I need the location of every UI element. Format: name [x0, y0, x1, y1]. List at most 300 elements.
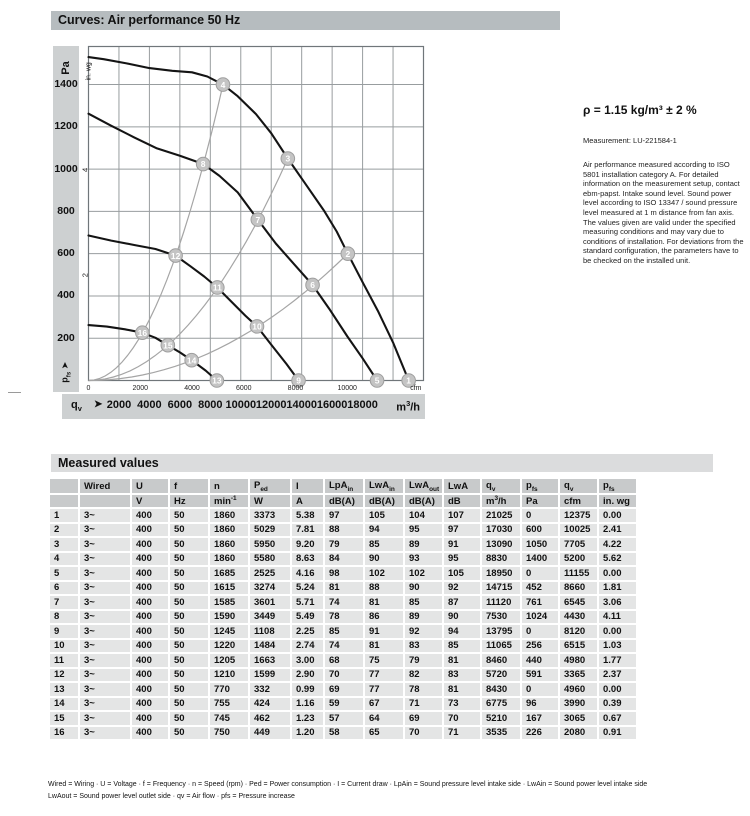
table-cell: 0 [522, 509, 558, 522]
table-cell: 85 [325, 625, 363, 638]
table-cell: 1860 [210, 538, 248, 551]
table-cell: 94 [444, 625, 480, 638]
m3h-tick-18000: 18000 [347, 399, 378, 411]
table-cell: 95 [405, 524, 442, 537]
table-cell: 3~ [80, 509, 130, 522]
table-cell: 0.99 [292, 683, 323, 696]
table-row [50, 582, 636, 595]
table-cell: 50 [170, 596, 208, 609]
table-cell: 167 [522, 712, 558, 725]
table-cell: 400 [132, 567, 168, 580]
column-unit: V [132, 495, 168, 507]
m3h-tick-10000: 10000 [225, 399, 257, 411]
column-header: f [170, 479, 208, 493]
table-cell: 400 [132, 698, 168, 711]
table-cell: 79 [325, 538, 363, 551]
table-cell: 6545 [560, 596, 597, 609]
axis-arrow-right-icon: ➤ [94, 399, 103, 410]
table-cell: 90 [365, 553, 403, 566]
table-cell: 0.00 [599, 683, 636, 696]
table-cell: 3~ [80, 669, 130, 682]
column-unit: $m^3/h$ [482, 495, 520, 507]
table-cell: 58 [325, 727, 363, 740]
table-cell: 3~ [80, 567, 130, 580]
table-cell: 70 [444, 712, 480, 725]
svg-text:9: 9 [296, 375, 301, 386]
table-cell: 755 [210, 698, 248, 711]
table-cell: 3 [50, 538, 78, 551]
table-cell: 3.00 [292, 654, 323, 667]
table-header-row [50, 479, 636, 493]
table-cell: 4 [50, 553, 78, 566]
table-cell: 88 [325, 524, 363, 537]
table-cell: 400 [132, 611, 168, 624]
column-header [50, 479, 78, 493]
table-cell: 59 [325, 698, 363, 711]
table-cell: 0.00 [599, 509, 636, 522]
table-cell: 0 [522, 683, 558, 696]
pa-tick-800: 800 [57, 204, 75, 217]
table-cell: 3990 [560, 698, 597, 711]
table-cell: 18950 [482, 567, 520, 580]
column-unit [50, 495, 78, 507]
table-cell: 8430 [482, 683, 520, 696]
table-cell: 11 [50, 654, 78, 667]
table-cell: 70 [405, 727, 442, 740]
table-cell: 1.81 [599, 582, 636, 595]
table-cell: 69 [325, 683, 363, 696]
table-cell: 1860 [210, 553, 248, 566]
table-cell: 3601 [250, 596, 290, 609]
table-cell: 5580 [250, 553, 290, 566]
svg-text:1: 1 [406, 375, 412, 386]
table-cell: 400 [132, 524, 168, 537]
air-performance-chart [79, 40, 451, 396]
table-cell: 770 [210, 683, 248, 696]
table-cell: 50 [170, 538, 208, 551]
table-cell: 7 [50, 596, 78, 609]
table-cell: 3~ [80, 683, 130, 696]
table-cell: 750 [210, 727, 248, 740]
table-cell: 2.41 [599, 524, 636, 537]
table-cell: 50 [170, 669, 208, 682]
table-cell: 1210 [210, 669, 248, 682]
table-cell: 10 [50, 640, 78, 653]
column-header: $p_{fs}$ [522, 479, 558, 493]
table-cell: 1 [50, 509, 78, 522]
table-row [50, 712, 636, 725]
table-cell: 1860 [210, 524, 248, 537]
column-header: Wired [80, 479, 130, 493]
table-cell: 6775 [482, 698, 520, 711]
table-cell: 91 [444, 538, 480, 551]
table-row [50, 669, 636, 682]
table-cell: 332 [250, 683, 290, 696]
table-cell: 3~ [80, 553, 130, 566]
table-cell: 0.67 [599, 712, 636, 725]
table-cell: 89 [405, 538, 442, 551]
column-unit: W [250, 495, 290, 507]
table-cell: 1024 [522, 611, 558, 624]
table-cell: 400 [132, 582, 168, 595]
table-cell: 761 [522, 596, 558, 609]
table-cell: 74 [325, 640, 363, 653]
svg-text:4: 4 [220, 79, 226, 90]
table-cell: 1.16 [292, 698, 323, 711]
table-cell: 5.24 [292, 582, 323, 595]
table-cell: 3~ [80, 698, 130, 711]
load-line-through-2-6-10-14 [89, 254, 348, 381]
table-cell: 1108 [250, 625, 290, 638]
table-cell: 82 [405, 669, 442, 682]
table-cell: 5.71 [292, 596, 323, 609]
table-cell: 79 [405, 654, 442, 667]
table-cell: 4.11 [599, 611, 636, 624]
air-density-value: ρ = 1.15 kg/m³ ± 2 % [583, 103, 697, 117]
table-cell: 50 [170, 640, 208, 653]
table-cell: 57 [325, 712, 363, 725]
x-axis-symbol-qv: $q_v$ [71, 399, 82, 414]
table-cell: 68 [325, 654, 363, 667]
table-cell: 9.20 [292, 538, 323, 551]
table-cell: 74 [325, 596, 363, 609]
measurement-note: Air performance measured according to ISO 5801 installation category A. For detailed information on the measurement setup, contact ebm-papst. Intake sound level. Sound power level according to ISO 13347 / sound pressure level measured at 1 m distance from fan axis. The values given are valid under the specified measuring conditions and may vary due to conditions of installation. For deviations from the standard configuration, the parameters have to be checked on the installed unit. [583, 160, 744, 265]
table-row [50, 553, 636, 566]
table-cell: 10025 [560, 524, 597, 537]
table-cell: 4960 [560, 683, 597, 696]
pa-tick-200: 200 [57, 331, 75, 344]
column-header: LwA [444, 479, 480, 493]
table-cell: 50 [170, 727, 208, 740]
cfm-tick-4000: 4000 [184, 385, 200, 392]
table-cell: 97 [325, 509, 363, 522]
table-cell: 81 [444, 683, 480, 696]
table-cell: 84 [325, 553, 363, 566]
m3h-tick-2000: 2000 [106, 399, 132, 411]
column-header: $q_v$ [560, 479, 597, 493]
table-cell: 87 [444, 596, 480, 609]
margin-mark [8, 392, 21, 393]
table-cell: 64 [365, 712, 403, 725]
table-cell: 102 [405, 567, 442, 580]
table-cell: 1245 [210, 625, 248, 638]
column-unit: Hz [170, 495, 208, 507]
table-cell: 5.38 [292, 509, 323, 522]
table-cell: 7705 [560, 538, 597, 551]
table-cell: 2.74 [292, 640, 323, 653]
table-cell: 50 [170, 625, 208, 638]
svg-text:15: 15 [163, 340, 173, 351]
table-cell: 8.63 [292, 553, 323, 566]
table-cell: 1599 [250, 669, 290, 682]
x-axis-bar [62, 394, 425, 419]
table-cell: 3449 [250, 611, 290, 624]
table-cell: 0.91 [599, 727, 636, 740]
table-cell: 1.23 [292, 712, 323, 725]
table-cell: 1590 [210, 611, 248, 624]
table-cell: 50 [170, 611, 208, 624]
table-cell: 400 [132, 509, 168, 522]
table-cell: 94 [365, 524, 403, 537]
table-cell: 50 [170, 524, 208, 537]
table-cell: 92 [444, 582, 480, 595]
table-cell: 81 [325, 582, 363, 595]
table-cell: 256 [522, 640, 558, 653]
table-cell: 424 [250, 698, 290, 711]
column-unit: in. wg [599, 495, 636, 507]
table-cell: 90 [444, 611, 480, 624]
section-title-measured-values: Measured values [51, 454, 713, 472]
column-unit: Pa [522, 495, 558, 507]
table-cell: 12375 [560, 509, 597, 522]
table-cell: 1.77 [599, 654, 636, 667]
svg-text:3: 3 [285, 153, 291, 164]
table-cell: 81 [365, 640, 403, 653]
table-cell: 400 [132, 625, 168, 638]
table-cell: 0 [522, 625, 558, 638]
table-cell: 96 [522, 698, 558, 711]
table-cell: 400 [132, 553, 168, 566]
table-cell: 3365 [560, 669, 597, 682]
table-cell: 452 [522, 582, 558, 595]
cfm-axis-label: cfm [410, 385, 422, 392]
m3h-tick-4000: 4000 [137, 399, 162, 411]
table-cell: 105 [365, 509, 403, 522]
table-cell: 50 [170, 553, 208, 566]
table-cell: 3~ [80, 582, 130, 595]
m3h-tick-12000: 12000 [255, 399, 287, 411]
column-unit: dB [444, 495, 480, 507]
table-row [50, 611, 636, 624]
inwg-tick-2: 2 [80, 273, 90, 278]
table-cell: 3~ [80, 712, 130, 725]
table-cell: 13090 [482, 538, 520, 551]
table-cell: 83 [405, 640, 442, 653]
table-cell: 5720 [482, 669, 520, 682]
table-cell: 1484 [250, 640, 290, 653]
table-cell: 8 [50, 611, 78, 624]
table-cell: 440 [522, 654, 558, 667]
table-cell: 8460 [482, 654, 520, 667]
table-cell: 1615 [210, 582, 248, 595]
table-cell: 400 [132, 727, 168, 740]
table-cell: 8830 [482, 553, 520, 566]
svg-text:8: 8 [200, 159, 206, 170]
table-row [50, 538, 636, 551]
table-cell: 591 [522, 669, 558, 682]
table-cell: 75 [365, 654, 403, 667]
cfm-tick-6000: 6000 [235, 385, 252, 392]
measured-values-table [48, 477, 638, 741]
table-cell: 5 [50, 567, 78, 580]
m3h-tick-14000: 14000 [286, 399, 317, 411]
table-cell: 4.16 [292, 567, 323, 580]
column-header: $P_{ed}$ [250, 479, 290, 493]
table-cell: 2080 [560, 727, 597, 740]
table-cell: 14715 [482, 582, 520, 595]
table-cell: 50 [170, 654, 208, 667]
table-cell: 12 [50, 669, 78, 682]
table-cell: 85 [405, 596, 442, 609]
table-cell: 97 [444, 524, 480, 537]
table-cell: 4980 [560, 654, 597, 667]
table-cell: 745 [210, 712, 248, 725]
column-header: n [210, 479, 248, 493]
table-row [50, 625, 636, 638]
table-cell: 89 [405, 611, 442, 624]
table-cell: 13 [50, 683, 78, 696]
column-unit: dB(A) [325, 495, 363, 507]
table-cell: 226 [522, 727, 558, 740]
table-row [50, 596, 636, 609]
pfs-symbol: $p_{fs}$ [59, 371, 73, 383]
table-cell: 6515 [560, 640, 597, 653]
table-cell: 93 [405, 553, 442, 566]
table-cell: 1205 [210, 654, 248, 667]
legend-line-1: Wired = Wiring · U = Voltage · f = Frequency · n = Speed (rpm) · Ped = Power consumption · I = Current draw · LpAin = Sound pressure level intake side · LwAin = Sound power level intake side [48, 781, 648, 788]
table-cell: 400 [132, 538, 168, 551]
measurement-id: Measurement: LU-221584-1 [583, 136, 677, 145]
table-cell: 16 [50, 727, 78, 740]
table-cell: 107 [444, 509, 480, 522]
table-row [50, 524, 636, 537]
table-cell: 600 [522, 524, 558, 537]
table-cell: 0.39 [599, 698, 636, 711]
load-line-through-3-7-11-15 [89, 159, 288, 381]
table-cell: 5200 [560, 553, 597, 566]
table-cell: 77 [365, 683, 403, 696]
m3h-tick-16000: 16000 [316, 399, 348, 411]
svg-text:6: 6 [310, 280, 315, 291]
table-cell: 1050 [522, 538, 558, 551]
svg-text:14: 14 [186, 355, 197, 366]
table-cell: 0 [522, 567, 558, 580]
column-unit: dB(A) [365, 495, 403, 507]
m3h-tick-8000: 8000 [198, 399, 223, 411]
column-header: I [292, 479, 323, 493]
cfm-tick-0: 0 [86, 385, 91, 392]
table-cell: 86 [365, 611, 403, 624]
table-cell: 5029 [250, 524, 290, 537]
column-unit [80, 495, 130, 507]
table-cell: 15 [50, 712, 78, 725]
table-cell: 6 [50, 582, 78, 595]
table-cell: 91 [365, 625, 403, 638]
table-cell: 102 [365, 567, 403, 580]
svg-text:13: 13 [212, 375, 222, 386]
table-row [50, 567, 636, 580]
table-cell: 3065 [560, 712, 597, 725]
table-cell: 98 [325, 567, 363, 580]
table-cell: 11120 [482, 596, 520, 609]
table-cell: 7.81 [292, 524, 323, 537]
table-cell: 71 [444, 727, 480, 740]
table-cell: 0.00 [599, 625, 636, 638]
table-cell: 3~ [80, 611, 130, 624]
table-row [50, 698, 636, 711]
column-unit: dB(A) [405, 495, 442, 507]
table-cell: 449 [250, 727, 290, 740]
cfm-tick-10000: 10000 [337, 385, 357, 392]
table-cell: 3~ [80, 538, 130, 551]
pa-tick-400: 400 [57, 289, 75, 302]
table-cell: 81 [365, 596, 403, 609]
legend-line-2: LwAout = Sound power level outlet side · qv = Air flow · pfs = Pressure increase [48, 793, 295, 800]
table-cell: 2.25 [292, 625, 323, 638]
table-cell: 11065 [482, 640, 520, 653]
svg-text:7: 7 [255, 214, 261, 225]
table-cell: 50 [170, 712, 208, 725]
table-cell: 50 [170, 509, 208, 522]
table-cell: 50 [170, 582, 208, 595]
table-cell: 83 [444, 669, 480, 682]
table-cell: 78 [405, 683, 442, 696]
table-cell: 17030 [482, 524, 520, 537]
pa-tick-1200: 1200 [54, 120, 78, 133]
table-cell: 50 [170, 683, 208, 696]
table-cell: 77 [365, 669, 403, 682]
cfm-tick-8000: 8000 [287, 385, 304, 392]
table-cell: 3274 [250, 582, 290, 595]
table-cell: 92 [405, 625, 442, 638]
table-cell: 2525 [250, 567, 290, 580]
table-cell: 81 [444, 654, 480, 667]
table-cell: 67 [365, 698, 403, 711]
column-unit: A [292, 495, 323, 507]
table-cell: 14 [50, 698, 78, 711]
table-cell: 13795 [482, 625, 520, 638]
table-cell: 65 [365, 727, 403, 740]
fan-curve-n=1615 rpm [89, 114, 378, 381]
table-cell: 9 [50, 625, 78, 638]
column-header: $p_{fs}$ [599, 479, 636, 493]
table-row [50, 683, 636, 696]
table-cell: 3535 [482, 727, 520, 740]
table-cell: 1220 [210, 640, 248, 653]
table-cell: 3~ [80, 625, 130, 638]
table-cell: 1.20 [292, 727, 323, 740]
y-axis-symbol-pfs [60, 362, 73, 383]
inwg-tick-4: 4 [80, 167, 90, 173]
table-cell: 1585 [210, 596, 248, 609]
table-cell: 105 [444, 567, 480, 580]
svg-text:2: 2 [345, 248, 351, 259]
table-cell: 5.49 [292, 611, 323, 624]
table-cell: 3~ [80, 640, 130, 653]
measurement-info-panel [583, 103, 748, 266]
pa-tick-600: 600 [57, 247, 75, 260]
svg-text:12: 12 [170, 250, 181, 261]
table-cell: 104 [405, 509, 442, 522]
table-cell: 95 [444, 553, 480, 566]
table-cell: 78 [325, 611, 363, 624]
column-unit: $\min^{-1}$ [210, 495, 248, 507]
table-row [50, 727, 636, 740]
table-cell: 1.03 [599, 640, 636, 653]
table-cell: 4430 [560, 611, 597, 624]
table-cell: 3~ [80, 524, 130, 537]
table-cell: 85 [444, 640, 480, 653]
table-cell: 7530 [482, 611, 520, 624]
y-axis-bar [53, 46, 79, 392]
y-axis-unit-pa: Pa [60, 61, 72, 75]
table-cell: 4.22 [599, 538, 636, 551]
svg-text:11: 11 [212, 282, 222, 293]
table-cell: 462 [250, 712, 290, 725]
table-cell: 90 [405, 582, 442, 595]
table-cell: 400 [132, 640, 168, 653]
table-cell: 3~ [80, 654, 130, 667]
